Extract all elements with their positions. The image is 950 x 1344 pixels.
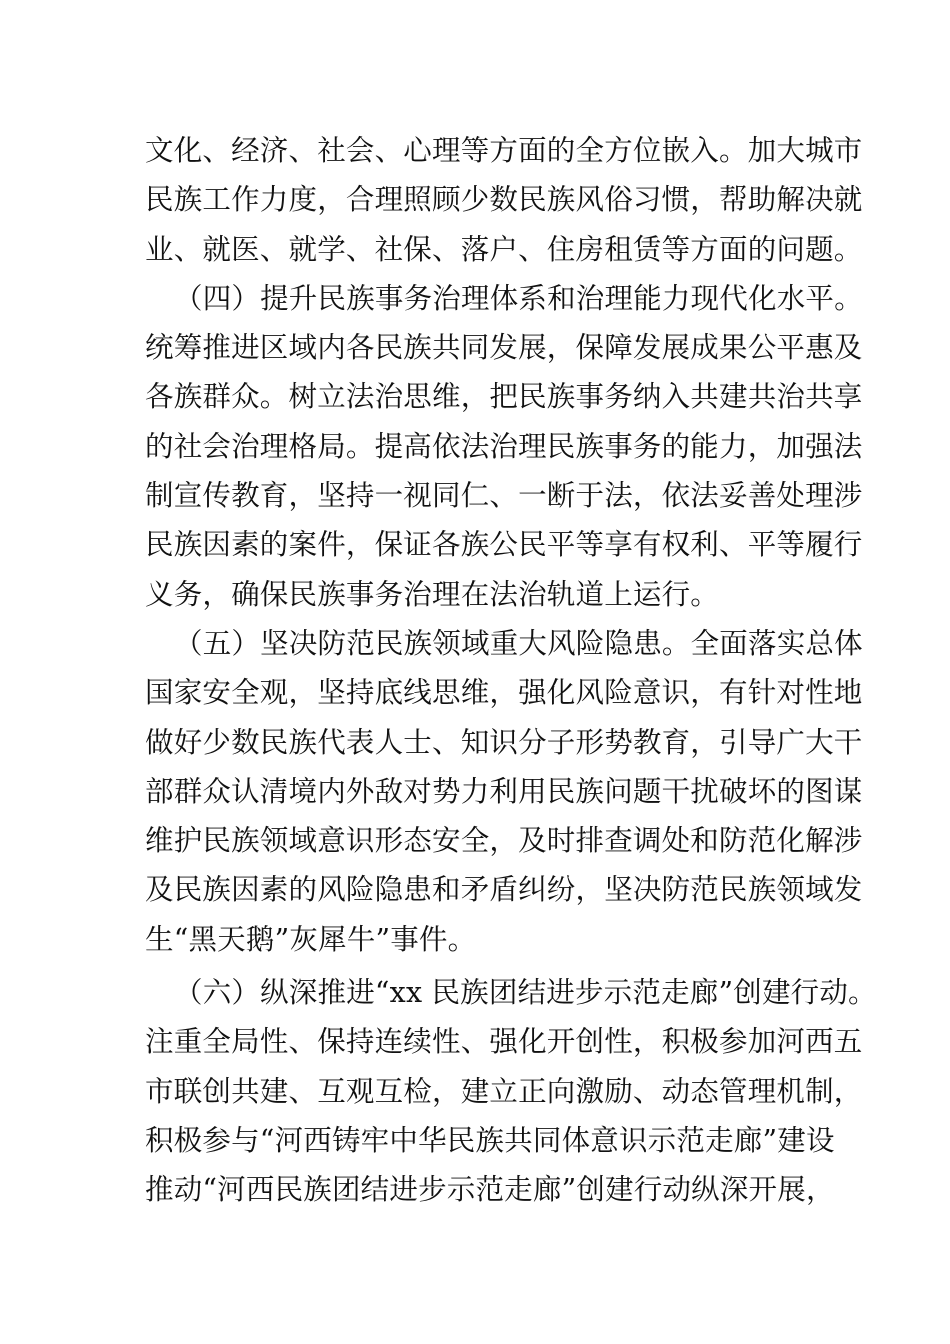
text-line: 民族工作力度，合理照顾少数民族风俗习惯，帮助解决就 xyxy=(145,183,863,217)
text-line: 的社会治理格局。提高依法治理民族事务的能力，加强法 xyxy=(145,429,863,463)
text-line: 部群众认清境内外敌对势力利用民族问题干扰破坏的图谋 xyxy=(145,774,863,808)
text-line: 做好少数民族代表人士、知识分子形势教育，引导广大干 xyxy=(145,725,863,759)
text-line: 生“黑天鹅”灰犀牛”事件。 xyxy=(145,922,477,956)
paragraph-section-4 xyxy=(145,274,863,619)
text-line: 各族群众。树立法治思维，把民族事务纳入共建共治共享 xyxy=(145,380,863,414)
paragraph-section-5 xyxy=(145,619,863,964)
text-line: 业、就医、就学、社保、落户、住房租赁等方面的问题。 xyxy=(145,232,863,266)
body-text xyxy=(145,126,877,1215)
text-line: 及民族因素的风险隐患和矛盾纠纷，坚决防范民族领域发 xyxy=(145,873,863,907)
text-line: 文化、经济、社会、心理等方面的全方位嵌入。加大城市 xyxy=(145,134,863,167)
text-line: 推动“河西民族团结进步示范走廊”创建行动纵深开展， xyxy=(145,1173,835,1207)
section-heading-4: （四）提升民族事务治理体系和治理能力现代化水平。 xyxy=(174,281,863,315)
text-line: 统筹推进区域内各民族共同发展，保障发展成果公平惠及 xyxy=(145,331,863,365)
text-line: 制宣传教育，坚持一视同仁、一断于法，依法妥善处理涉 xyxy=(145,479,863,513)
text-line: 民族因素的案件，保证各族公民平等享有权利、平等履行 xyxy=(145,528,863,562)
section-heading-5: （五）坚决防范民族领域重大风险隐患。全面落实总体 xyxy=(174,626,863,660)
text-line: 积极参与“河西铸牢中华民族共同体意识示范走廊”建设 xyxy=(145,1123,835,1157)
section-heading-6: （六）纵深推进“xx 民族团结进步示范走廊”创建行动。 xyxy=(174,976,877,1010)
text-line: 维护民族领域意识形态安全，及时排查调处和防范化解涉 xyxy=(145,824,863,858)
text-line: 国家安全观，坚持底线思维，强化风险意识，有针对性地 xyxy=(145,676,863,710)
text-line: 义务，确保民族事务治理在法治轨道上运行。 xyxy=(145,577,720,611)
text-line: 市联创共建、互观互检，建立正向激励、动态管理机制， xyxy=(145,1074,863,1108)
paragraph-section-6 xyxy=(145,968,877,1214)
text-line: 注重全局性、保持连续性、强化开创性，积极参加河西五 xyxy=(145,1025,863,1059)
paragraph-urban-ethnic-work xyxy=(145,126,863,274)
